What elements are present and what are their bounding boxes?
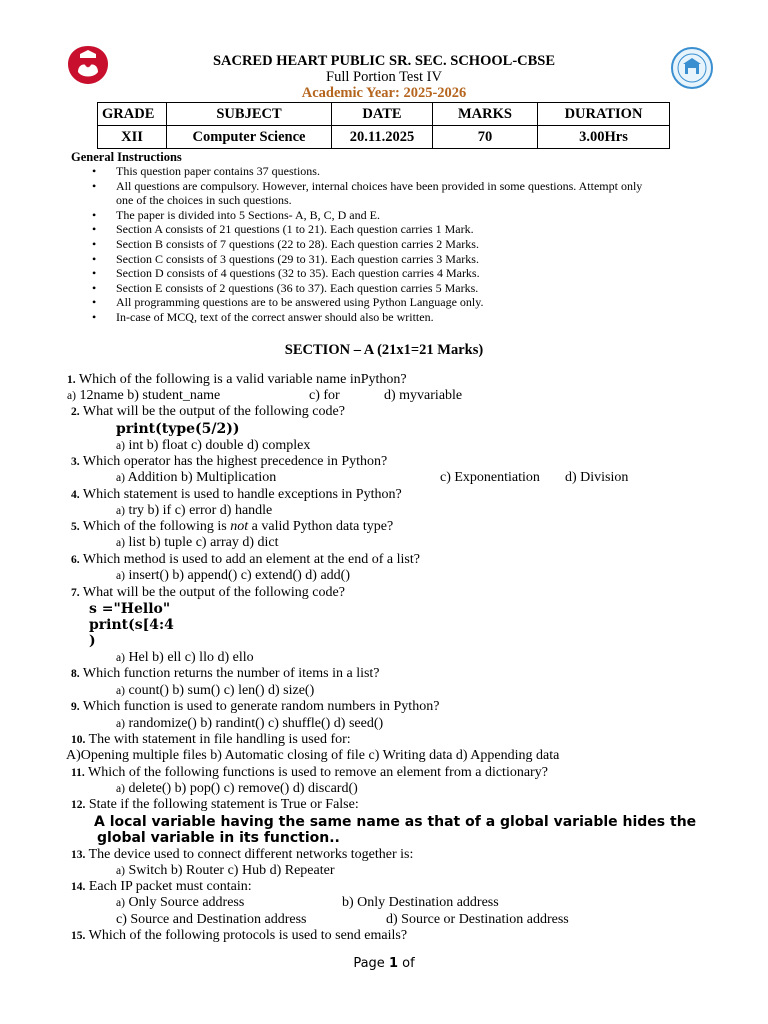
list-item: • Section D consists of 4 questions (32 to 35). Each question carries 4 Marks. [92,266,652,281]
header-subject: SUBJECT [167,103,332,126]
duration-value: 3.00Hrs [538,126,670,149]
question-9: 9. Which function is used to generate random numbers in Python? [71,699,440,714]
q11-options: a) delete() b) pop() c) remove() d) discard() [116,781,358,796]
q2-options: a) int b) float c) double d) complex [116,438,311,453]
q3-options-ab: a) Addition b) Multiplication [116,470,277,485]
q10-options: A)Opening multiple files b) Automatic closing of file c) Writing data d) Appending data [66,748,560,763]
header-duration: DURATION [538,103,670,126]
question-15: 15. Which of the following protocols is used to send emails? [71,928,408,943]
q4-options: a) try b) if c) error d) handle [116,503,273,518]
page-number: 1 [388,956,398,971]
question-6: 6. Which method is used to add an element at the end of a list? [71,552,420,567]
list-item: • Section C consists of 3 questions (29 to 31). Each question carries 3 Marks. [92,252,652,267]
q14-option-c: c) Source and Destination address [116,912,307,927]
q6-options: a) insert() b) append() c) extend() d) add() [116,568,350,583]
instructions-title: General Instructions [71,150,182,164]
q14-option-a: a) Only Source address [116,895,245,910]
page-footer [0,956,768,971]
question-number: 1. [67,374,76,386]
question-12: 12. State if the following statement is True or False: [71,797,359,812]
page-label: Page [353,956,385,971]
q3-option-d: d) Division [565,470,629,485]
header-grade: GRADE [98,103,167,126]
date-value: 20.11.2025 [332,126,433,149]
exam-info-table [97,102,670,149]
q3-option-c: c) Exponentiation [440,470,540,485]
q7-options: a) Hel b) ell c) llo d) ello [116,650,254,665]
question-7: 7. What will be the output of the following code? [71,585,345,600]
q12-statement-line-2: global variable in its function.. [97,830,340,846]
question-10: 10. The with statement in file handling is used for: [71,732,351,747]
q1-option-a: a) 12name b) student_name [67,388,221,403]
question-1 [67,372,407,388]
q7-code-line-1: s ="Hello" [89,601,171,617]
q1-option-c: c) for [309,388,340,403]
header-marks: MARKS [433,103,538,126]
instructions-list [92,164,652,325]
q5-options: a) list b) tuple c) array d) dict [116,535,279,550]
marks-value: 70 [433,126,538,149]
list-item: • Section B consists of 7 questions (22 to 28). Each question carries 2 Marks. [92,237,652,252]
school-name: SACRED HEART PUBLIC SR. SEC. SCHOOL-CBSE [212,53,556,69]
question-5: 5. Which of the following is not a valid Python data type? [71,519,394,534]
subject-value: Computer Science [167,126,332,149]
question-2: 2. What will be the output of the following code? [71,404,345,419]
q7-code-line-2: print(s[4:4 [89,617,174,633]
table-row [98,126,670,149]
q14-option-d: d) Source or Destination address [386,912,569,927]
list-item: • Section E consists of 2 questions (36 to 37). Each question carries 5 Marks. [92,281,652,296]
section-a-title: SECTION – A (21x1=21 Marks) [284,342,484,358]
question-8: 8. Which function returns the number of items in a list? [71,666,380,681]
question-text: Which of the following is a valid variable name inPython? [78,372,407,387]
list-item: • In-case of MCQ, text of the correct answer should also be written. [92,310,652,325]
q9-options: a) randomize() b) randint() c) shuffle() d) seed() [116,716,384,731]
q14-option-b: b) Only Destination address [342,895,499,910]
q12-statement-line-1: A local variable having the same name as that of a global variable hides the [94,814,697,830]
list-item: • The paper is divided into 5 Sections- A, B, C, D and E. [92,208,652,223]
academic-year: Academic Year: 2025-2026 [301,85,467,101]
question-3: 3. Which operator has the highest precedence in Python? [71,454,388,469]
q13-options: a) Switch b) Router c) Hub d) Repeater [116,863,335,878]
test-name: Full Portion Test IV [326,69,442,85]
question-11: 11. Which of the following functions is used to remove an element from a dictionary? [71,765,548,780]
grade-value: XII [98,126,167,149]
list-item: • All programming questions are to be answered using Python Language only. [92,295,652,310]
question-4: 4. Which statement is used to handle exceptions in Python? [71,487,402,502]
list-item: • All questions are compulsory. However, internal choices have been provided in some questions. Attempt only one of the choices in such questions. [92,179,652,208]
q8-options: a) count() b) sum() c) len() d) size() [116,683,315,698]
q7-code-line-3: ) [89,633,96,649]
question-13: 13. The device used to connect different networks together is: [71,847,414,862]
of-label: of [402,956,415,971]
question-14: 14. Each IP packet must contain: [71,879,252,894]
q1-option-d: d) myvariable [384,388,463,403]
list-item: • Section A consists of 21 questions (1 to 21). Each question carries 1 Mark. [92,222,652,237]
header-date: DATE [332,103,433,126]
table-header-row [98,103,670,126]
list-item: • This question paper contains 37 questions. [92,164,652,179]
q2-code: print(type(5/2)) [116,421,240,437]
